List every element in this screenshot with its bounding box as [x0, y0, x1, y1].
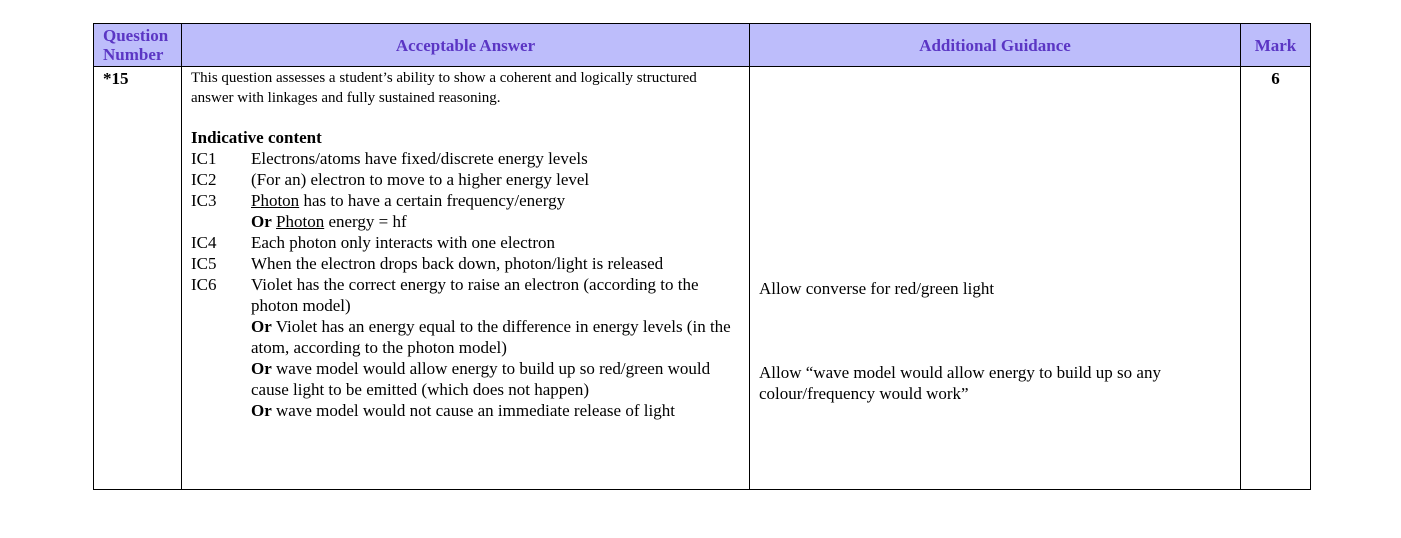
ic-text-rest: wave model would not cause an immediate release of light — [271, 401, 675, 420]
ic-text-rest: Violet has an energy equal to the difference in energy levels (in the atom, according to the photon model) — [251, 317, 731, 357]
additional-guidance-cell — [750, 67, 1241, 490]
ic-text: When the electron drops back down, photon/light is released — [251, 254, 664, 273]
list-item — [191, 253, 740, 274]
ic-text — [251, 400, 740, 421]
ic-text — [251, 358, 740, 400]
mark-cell: 6 — [1241, 67, 1311, 490]
or-label: Or — [251, 359, 272, 378]
list-item — [191, 169, 740, 190]
ic-text — [251, 211, 740, 232]
indicative-content-list — [191, 148, 740, 421]
table-row — [94, 67, 1311, 490]
header-question-number: Question Number — [94, 24, 182, 67]
guidance-note: Allow converse for red/green light — [759, 279, 995, 298]
list-item — [191, 190, 740, 211]
ic-text-rest: energy = hf — [324, 212, 407, 231]
list-item — [191, 358, 740, 400]
header-mark: Mark — [1241, 24, 1311, 67]
ic-text — [251, 190, 740, 211]
ic-text-rest: wave model would allow energy to build up so red/green would cause light to be emitted (which does not happen) — [251, 359, 711, 399]
mark-scheme-table — [93, 23, 1311, 490]
list-item — [191, 232, 740, 253]
ic-code — [191, 400, 251, 421]
ic-code: IC2 — [191, 170, 217, 189]
or-label: Or — [251, 317, 272, 336]
ic-text — [251, 316, 740, 358]
header-acceptable-answer: Acceptable Answer — [182, 24, 750, 67]
assessment-intro: This question assesses a student’s ability to show a coherent and logically structured answer with linkages and fully sustained reasoning. — [191, 70, 697, 106]
ic-text: (For an) electron to move to a higher energy level — [251, 170, 590, 189]
ic-code: IC1 — [191, 149, 217, 168]
ic-code: IC3 — [191, 191, 217, 210]
underlined-term: Photon — [251, 191, 300, 210]
list-item — [191, 274, 740, 316]
question-number-cell: *15 — [94, 67, 182, 490]
list-item — [191, 148, 740, 169]
ic-text: Violet has the correct energy to raise an electron (according to the photon model) — [251, 275, 699, 315]
ic-code — [191, 358, 251, 400]
list-item — [191, 316, 740, 358]
header-row — [94, 24, 1311, 67]
or-label: Or — [251, 212, 272, 231]
list-item — [191, 400, 740, 421]
ic-code — [191, 316, 251, 358]
ic-code: IC4 — [191, 233, 217, 252]
or-label: Or — [251, 401, 272, 420]
ic-code: IC5 — [191, 254, 217, 273]
ic-text: Each photon only interacts with one electron — [251, 233, 556, 252]
list-item — [191, 211, 740, 232]
ic-text: Electrons/atoms have fixed/discrete energy levels — [251, 149, 588, 168]
ic-code — [191, 211, 251, 232]
guidance-note: Allow “wave model would allow energy to build up so any colour/frequency would work” — [759, 363, 1161, 403]
header-additional-guidance: Additional Guidance — [750, 24, 1241, 67]
ic-code: IC6 — [191, 275, 217, 294]
ic-text-rest: has to have a certain frequency/energy — [299, 191, 566, 210]
underlined-term: Photon — [276, 212, 325, 231]
indicative-content-heading: Indicative content — [191, 128, 322, 147]
acceptable-answer-cell — [182, 67, 750, 490]
